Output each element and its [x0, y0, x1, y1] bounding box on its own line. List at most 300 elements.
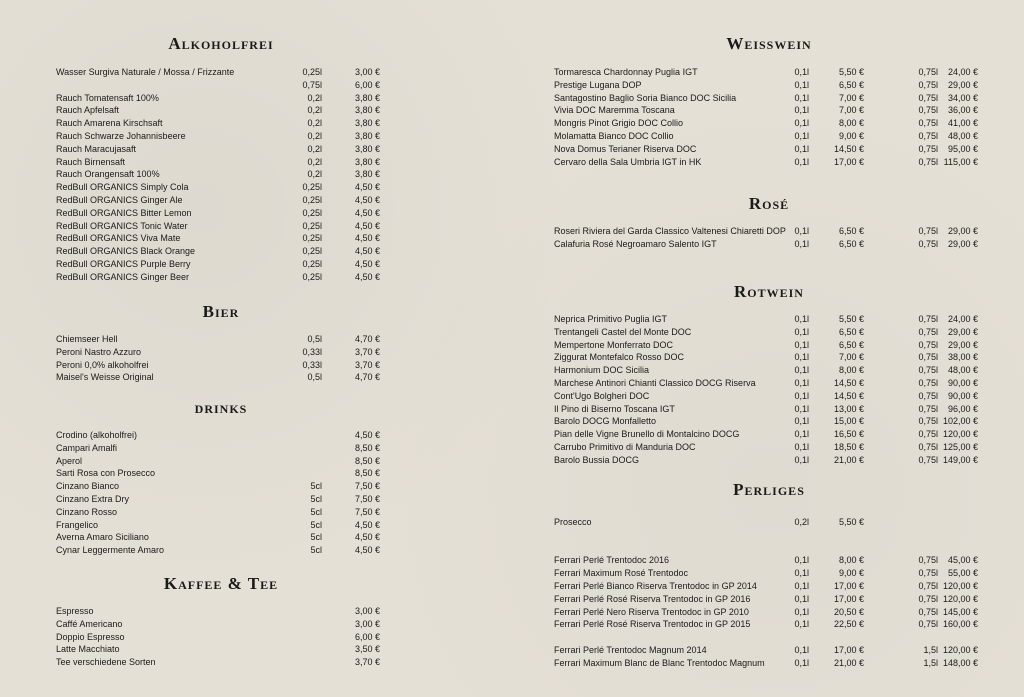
section-alkoholfrei [56, 33, 386, 284]
menu-item [56, 143, 386, 156]
menu-item [56, 207, 386, 220]
item-name: Rauch Orangensaft 100% [56, 169, 160, 180]
menu-item [554, 441, 984, 454]
menu-item [56, 493, 386, 506]
menu-item [554, 606, 984, 619]
item-price: 7,00 € [838, 105, 864, 116]
item-price: 3,80 € [354, 130, 380, 141]
item-volume-bottle: 0,75l [918, 365, 938, 376]
item-volume-bottle: 0,75l [918, 79, 938, 90]
item-volume: 0,25l [302, 67, 322, 77]
item-price-bottle: 29,00 € [947, 339, 978, 350]
item-price-bottle: 120,00 € [942, 429, 978, 440]
item-name: Pian delle Vigne Brunello di Montalcino DOCG [554, 429, 740, 440]
item-name: Tormaresca Chardonnay Puglia IGT [554, 67, 698, 77]
menu-item [56, 181, 386, 194]
item-name: Caffé Americano [56, 618, 123, 629]
item-name: Cynar Leggermente Amaro [56, 545, 165, 556]
menu-item [56, 168, 386, 181]
item-volume: 5cl [310, 481, 322, 492]
item-price-bottle: 29,00 € [947, 326, 978, 337]
list-spacer [554, 631, 984, 644]
item-price: 7,00 € [838, 352, 864, 363]
menu-item [56, 130, 386, 143]
item-name: RedBull ORGANICS Ginger Beer [56, 271, 190, 282]
item-price-bottle: 145,00 € [942, 606, 978, 617]
item-price: 20,50 € [833, 606, 864, 617]
menu-item [56, 232, 386, 245]
section-rose [554, 193, 984, 251]
menu-item [56, 656, 386, 669]
item-price: 4,50 € [354, 194, 380, 205]
item-name: Aperol [56, 455, 83, 466]
item-volume: 0,1l [794, 580, 809, 591]
item-volume-bottle: 0,75l [918, 606, 938, 617]
item-name: Trentangeli Castel del Monte DOC [554, 326, 692, 337]
menu-item [554, 156, 984, 169]
item-price: 22,50 € [833, 619, 864, 630]
item-price: 6,50 € [838, 238, 864, 249]
item-price: 8,50 € [354, 468, 380, 479]
item-list-perliges [554, 516, 984, 670]
menu-item [56, 531, 386, 544]
item-name: Ferrari Perlé Nero Riserva Trentodoc in GP 2010 [554, 606, 749, 617]
item-price-bottle: 125,00 € [942, 441, 978, 452]
item-volume: 0,25l [302, 233, 322, 244]
item-volume-bottle: 0,75l [918, 555, 938, 566]
item-volume: 0,1l [794, 390, 809, 401]
item-volume: 0,33l [302, 346, 322, 357]
item-volume-bottle: 0,75l [918, 105, 938, 116]
item-volume-bottle: 0,75l [918, 339, 938, 350]
item-name: Nova Domus Terianer Riserva DOC [554, 143, 697, 154]
item-volume: 0,1l [794, 429, 809, 440]
item-price-bottle: 115,00 € [943, 156, 978, 167]
item-price: 6,50 € [838, 339, 864, 350]
menu-item [554, 390, 984, 403]
item-volume: 0,2l [307, 130, 322, 141]
item-name: Wasser Surgiva Naturale / Mossa / Frizzante [56, 67, 235, 77]
item-volume-bottle: 0,75l [918, 403, 938, 414]
item-price-bottle: 34,00 € [947, 92, 978, 103]
menu-item [56, 245, 386, 258]
item-volume: 0,25l [302, 194, 322, 205]
item-price: 7,50 € [354, 506, 380, 517]
item-volume: 0,1l [794, 143, 809, 154]
menu-item [554, 377, 984, 390]
item-price: 3,80 € [354, 169, 380, 180]
item-price: 21,00 € [833, 657, 864, 668]
item-price: 3,70 € [354, 359, 380, 370]
item-price: 9,00 € [838, 568, 864, 579]
menu-item [56, 643, 386, 656]
item-volume-bottle: 0,75l [918, 441, 938, 452]
menu-item [554, 415, 984, 428]
item-name: Harmonium DOC Sicilia [554, 365, 650, 376]
item-name: RedBull ORGANICS Purple Berry [56, 258, 191, 269]
item-price-bottle: 160,00 € [942, 619, 978, 630]
item-price-bottle: 149,00 € [942, 454, 978, 465]
item-price: 4,50 € [354, 519, 380, 530]
item-name: Rauch Schwarze Johannisbeere [56, 130, 186, 141]
item-name: Rauch Maracujasaft [56, 143, 137, 154]
item-price: 4,50 € [354, 182, 380, 193]
menu-item [56, 605, 386, 618]
item-price: 7,50 € [354, 481, 380, 492]
menu-item [56, 506, 386, 519]
item-price-bottle: 90,00 € [947, 377, 978, 388]
menu-item [56, 480, 386, 493]
item-name: RedBull ORGANICS Tonic Water [56, 220, 188, 231]
item-price: 3,00 € [354, 618, 380, 629]
item-name: Cinzano Extra Dry [56, 493, 130, 504]
item-price-bottle: 96,00 € [947, 403, 978, 414]
item-price: 4,50 € [354, 545, 380, 556]
item-volume: 0,33l [302, 359, 322, 370]
item-volume: 0,1l [794, 352, 809, 363]
item-price: 3,00 € [354, 67, 380, 77]
item-price: 4,50 € [354, 532, 380, 543]
item-name: Ferrari Perlé Rosé Riserva Trentodoc in GP 2016 [554, 593, 751, 604]
item-volume: 0,1l [794, 377, 809, 388]
item-name: Mempertone Monferrato DOC [554, 339, 674, 350]
item-price: 4,50 € [354, 233, 380, 244]
menu-item [554, 644, 984, 657]
item-name: Cont'Ugo Bolgheri DOC [554, 390, 650, 401]
menu-item [56, 429, 386, 442]
item-volume-bottle: 1,5l [923, 657, 938, 668]
item-name: Cervaro della Sala Umbria IGT in HK [554, 156, 702, 167]
item-name: Mongris Pinot Grigio DOC Collio [554, 118, 684, 129]
item-price: 4,50 € [354, 246, 380, 257]
menu-item [554, 593, 984, 606]
item-price: 5,50 € [838, 67, 864, 77]
item-name: Ferrari Maximum Blanc de Blanc Trentodoc Magnum [554, 657, 765, 668]
item-name: Chiemseer Hell [56, 334, 118, 344]
item-volume: 5cl [310, 532, 322, 543]
item-name: Latte Macchiato [56, 644, 120, 655]
section-title-rose: Rosé [748, 194, 790, 213]
menu-item [554, 618, 984, 631]
section-title-drinks: drinks [194, 398, 248, 417]
item-price: 8,50 € [354, 455, 380, 466]
item-price: 7,50 € [354, 493, 380, 504]
item-volume: 0,1l [794, 454, 809, 465]
item-list-bier [56, 333, 386, 384]
item-price: 13,00 € [833, 403, 864, 414]
menu-item [554, 130, 984, 143]
item-price: 21,00 € [833, 454, 864, 465]
item-price: 17,00 € [833, 644, 864, 655]
item-volume-bottle: 0,75l [918, 67, 938, 77]
item-name: Neprica Primitivo Puglia IGT [554, 314, 668, 324]
item-volume-bottle: 0,75l [918, 314, 938, 324]
menu-item [56, 442, 386, 455]
item-volume: 5cl [310, 519, 322, 530]
item-name: Rauch Tomatensaft 100% [56, 92, 159, 103]
item-name: Calafuria Rosé Negroamaro Salento IGT [554, 238, 717, 249]
item-volume-bottle: 0,75l [918, 568, 938, 579]
item-name: Santagostino Baglio Soria Bianco DOC Sicilia [554, 92, 737, 103]
item-price: 16,50 € [833, 429, 864, 440]
item-volume: 0,1l [794, 416, 809, 427]
item-volume-bottle: 0,75l [918, 390, 938, 401]
item-volume: 0,1l [794, 105, 809, 116]
item-volume: 0,1l [794, 226, 809, 236]
item-name: RedBull ORGANICS Simply Cola [56, 182, 189, 193]
menu-item [56, 359, 386, 372]
item-price: 7,00 € [838, 92, 864, 103]
item-name: Campari Amalfi [56, 442, 118, 453]
item-volume-bottle: 0,75l [918, 454, 938, 465]
item-volume: 0,5l [307, 334, 322, 344]
item-volume-bottle: 0,75l [918, 326, 938, 337]
item-name: Doppio Espresso [56, 631, 125, 642]
item-list-rotwein [554, 313, 984, 467]
item-name: Cinzano Bianco [56, 481, 120, 492]
item-price: 3,00 € [354, 606, 380, 616]
menu-item [554, 351, 984, 364]
item-price-bottle: 29,00 € [947, 79, 978, 90]
item-volume: 0,25l [302, 182, 322, 193]
item-price: 4,50 € [354, 271, 380, 282]
item-volume: 0,1l [794, 339, 809, 350]
item-name: Il Pino di Biserno Toscana IGT [554, 403, 675, 414]
item-name: Vivia DOC Maremma Toscana [554, 105, 675, 116]
list-spacer [554, 542, 984, 555]
item-name: Averna Amaro Siciliano [56, 532, 149, 543]
menu-item [56, 455, 386, 468]
menu-item [56, 467, 386, 480]
item-volume: 0,2l [307, 118, 322, 129]
item-name: Cinzano Rosso [56, 506, 118, 517]
item-price: 4,50 € [354, 207, 380, 218]
menu-item [554, 567, 984, 580]
item-volume: 0,1l [794, 555, 809, 566]
menu-item [56, 156, 386, 169]
list-spacer [554, 529, 984, 542]
item-price: 3,70 € [354, 346, 380, 357]
item-volume-bottle: 0,75l [918, 619, 938, 630]
menu-item [56, 66, 386, 79]
item-volume-bottle: 0,75l [918, 593, 938, 604]
item-name: RedBull ORGANICS Viva Mate [56, 233, 181, 244]
item-price: 5,50 € [838, 517, 864, 527]
menu-item [554, 454, 984, 467]
item-volume: 0,1l [794, 441, 809, 452]
menu-item [554, 92, 984, 105]
menu-item [56, 519, 386, 532]
item-price: 6,50 € [838, 326, 864, 337]
item-list-kaffee [56, 605, 386, 669]
item-price: 6,50 € [838, 79, 864, 90]
item-name: Ferrari Perlé Trentodoc Magnum 2014 [554, 644, 707, 655]
item-price-bottle: 120,00 € [942, 593, 978, 604]
item-price: 8,00 € [838, 365, 864, 376]
item-name: Sarti Rosa con Prosecco [56, 468, 156, 479]
menu-item [554, 554, 984, 567]
item-price-bottle: 55,00 € [947, 568, 978, 579]
item-price-bottle: 45,00 € [947, 555, 978, 566]
item-name: Roseri Riviera del Garda Classico Valtenesi Chiaretti DOP [554, 226, 786, 236]
item-name: Peroni Nastro Azzuro [56, 346, 142, 357]
menu-item [56, 92, 386, 105]
menu-item [56, 220, 386, 233]
menu-item [554, 225, 984, 238]
item-price-bottle: 36,00 € [947, 105, 978, 116]
item-price-bottle: 120,00 € [942, 644, 978, 655]
item-price-bottle: 38,00 € [947, 352, 978, 363]
item-volume-bottle: 0,75l [918, 352, 938, 363]
section-title-rotwein: Rotwein [734, 282, 804, 301]
menu-item [554, 657, 984, 670]
menu-item [554, 403, 984, 416]
item-price-bottle: 48,00 € [947, 365, 978, 376]
item-name: Prosecco [554, 517, 592, 527]
section-perliges [554, 479, 984, 670]
item-volume-bottle: 0,75l [918, 580, 938, 591]
section-title-kaffee: Kaffee & Tee [163, 574, 279, 593]
item-volume: 0,1l [794, 79, 809, 90]
item-name: Rauch Amarena Kirschsaft [56, 118, 163, 129]
menu-item [554, 66, 984, 79]
item-volume: 0,2l [794, 517, 809, 527]
menu-item [554, 238, 984, 251]
item-volume: 0,1l [794, 314, 809, 324]
item-price-bottle: 90,00 € [947, 390, 978, 401]
item-name: RedBull ORGANICS Black Orange [56, 246, 196, 257]
menu-item [56, 117, 386, 130]
item-price: 4,50 € [354, 220, 380, 231]
item-price: 4,50 € [354, 430, 380, 440]
menu-item [554, 326, 984, 339]
item-name: Maisel's Weisse Original [56, 372, 154, 383]
item-list-weisswein [554, 66, 984, 168]
item-volume: 0,1l [794, 568, 809, 579]
item-name: Carrubo Primitivo di Manduria DOC [554, 441, 696, 452]
item-volume-bottle: 0,75l [918, 238, 938, 249]
item-price-bottle: 41,00 € [947, 118, 978, 129]
item-volume-bottle: 0,75l [918, 416, 938, 427]
menu-item [554, 516, 984, 529]
menu-item [554, 79, 984, 92]
item-volume: 5cl [310, 506, 322, 517]
item-name: Ferrari Perlé Bianco Riserva Trentodoc in GP 2014 [554, 580, 757, 591]
item-volume-bottle: 0,75l [918, 92, 938, 103]
section-weisswein [554, 33, 984, 168]
item-price: 3,70 € [354, 657, 380, 668]
item-price: 14,50 € [833, 390, 864, 401]
item-volume: 0,5l [307, 372, 322, 383]
item-name: Marchese Antinori Chianti Classico DOCG Riserva [554, 377, 756, 388]
item-price: 3,80 € [354, 105, 380, 116]
item-name: RedBull ORGANICS Bitter Lemon [56, 207, 192, 218]
item-price: 14,50 € [833, 143, 864, 154]
item-price: 6,00 € [354, 79, 380, 90]
item-volume: 0,2l [307, 105, 322, 116]
section-kaffee [56, 573, 386, 669]
section-title-alkoholfrei: Alkoholfrei [168, 34, 274, 53]
item-price: 3,50 € [354, 644, 380, 655]
item-volume-bottle: 0,75l [918, 130, 938, 141]
item-volume: 0,1l [794, 365, 809, 376]
item-name: Ferrari Maximum Rosé Trentodoc [554, 568, 689, 579]
section-title-weisswein: Weisswein [726, 34, 812, 53]
item-price-bottle: 24,00 € [947, 67, 978, 77]
item-volume-bottle: 0,75l [918, 429, 938, 440]
item-volume: 0,1l [794, 657, 809, 668]
item-name: Frangelico [56, 519, 99, 530]
item-volume: 0,1l [794, 67, 809, 77]
item-volume: 0,75l [302, 79, 322, 90]
item-name: Barolo DOCG Monfalletto [554, 416, 657, 427]
section-title-perliges: Perliges [733, 480, 805, 499]
item-volume-bottle: 1,5l [923, 644, 938, 655]
item-price: 3,80 € [354, 118, 380, 129]
menu-item [56, 79, 386, 92]
item-name: Espresso [56, 606, 94, 616]
menu-item [554, 428, 984, 441]
item-volume-bottle: 0,75l [918, 226, 938, 236]
item-name: Ferrari Perlé Trentodoc 2016 [554, 555, 670, 566]
menu-item [554, 117, 984, 130]
item-price: 17,00 € [833, 593, 864, 604]
item-volume: 0,2l [307, 92, 322, 103]
item-price: 6,50 € [838, 226, 864, 236]
item-volume: 0,1l [794, 593, 809, 604]
item-name: Rauch Apfelsaft [56, 105, 120, 116]
section-bier [56, 301, 386, 384]
menu-item [56, 371, 386, 384]
menu-item [56, 544, 386, 557]
item-list-drinks [56, 429, 386, 557]
item-volume: 0,25l [302, 271, 322, 282]
item-volume: 0,25l [302, 246, 322, 257]
item-volume: 0,25l [302, 258, 322, 269]
item-name: RedBull ORGANICS Ginger Ale [56, 194, 183, 205]
item-price: 4,70 € [354, 372, 380, 383]
menu-item [56, 194, 386, 207]
item-price: 8,00 € [838, 555, 864, 566]
item-volume: 0,1l [794, 130, 809, 141]
item-volume: 0,1l [794, 644, 809, 655]
item-price-bottle: 29,00 € [947, 226, 978, 236]
menu-item [56, 333, 386, 346]
item-name: Molamatta Bianco DOC Collio [554, 130, 674, 141]
item-price: 4,70 € [354, 334, 380, 344]
item-price: 17,00 € [833, 580, 864, 591]
item-volume: 0,1l [794, 238, 809, 249]
item-price: 14,50 € [833, 377, 864, 388]
item-name: Rauch Birnensaft [56, 156, 126, 167]
item-price: 3,80 € [354, 92, 380, 103]
item-price-bottle: 48,00 € [947, 130, 978, 141]
item-price-bottle: 95,00 € [947, 143, 978, 154]
item-volume-bottle: 0,75l [918, 143, 938, 154]
section-title-bier: Bier [202, 302, 240, 321]
item-price: 9,00 € [838, 130, 864, 141]
item-price: 5,50 € [838, 314, 864, 324]
item-price: 3,80 € [354, 143, 380, 154]
item-price-bottle: 29,00 € [947, 238, 978, 249]
item-price: 18,50 € [833, 441, 864, 452]
item-volume: 0,1l [794, 619, 809, 630]
menu-item [554, 104, 984, 117]
menu-item [56, 346, 386, 359]
item-price-bottle: 148,00 € [942, 657, 978, 668]
item-volume: 5cl [310, 493, 322, 504]
item-price: 4,50 € [354, 258, 380, 269]
